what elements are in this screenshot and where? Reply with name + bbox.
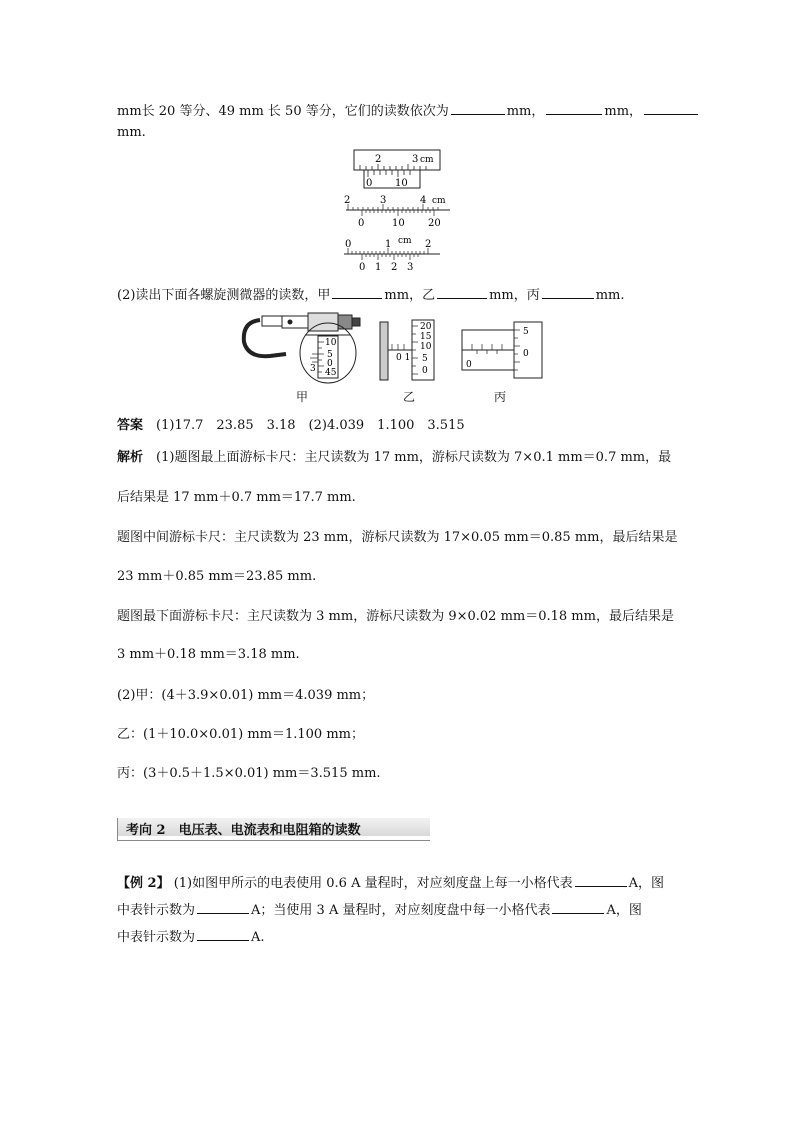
vernier-caliper-figure [340,146,460,276]
svg-text:0 1: 0 1 [396,353,411,363]
analysis-line-2: 后结果是 17 mm＋0.7 mm＝17.7 mm. [117,490,356,505]
analysis-line-6: 3 mm＋0.18 mm＝3.18 mm. [117,647,300,662]
analysis-line-7: (2)甲：(4＋3.9×0.01) mm＝4.039 mm； [117,688,375,703]
example-2-line-3: 中表针示数为 A. [117,930,265,945]
caliper-middle [344,195,450,229]
tick-label: 10 [392,218,405,229]
tick-label: 10 [395,178,408,189]
tick-label: 0 [345,239,352,250]
answer-blank[interactable] [644,113,698,115]
svg-text:0: 0 [422,366,428,376]
answer-line: 答案 (1)17.7 23.85 3.18 (2)4.039 1.100 3.515 [117,418,465,433]
tick-label: 3 [407,262,414,273]
svg-text:5: 5 [327,350,333,360]
analysis-line-9: 丙：(3＋0.5＋1.5×0.01) mm＝3.515 mm. [117,766,381,781]
figure-label-jia: 甲 [296,390,309,404]
answer-blank[interactable] [197,912,249,914]
tick-label: 3 [412,154,419,165]
tick-label: 0 [358,218,365,229]
svg-text:3: 3 [310,364,316,374]
svg-text:45: 45 [325,368,337,378]
answer-blank[interactable] [197,939,249,941]
micrometer-jia [244,313,360,383]
svg-text:10: 10 [325,338,337,348]
answer-blank[interactable] [575,885,627,887]
section-header [117,818,430,841]
tick-label: 1 [385,239,392,250]
answer-blank[interactable] [332,297,382,299]
question-2-line: (2)读出下面各螺旋测微器的读数，甲 mm，乙 mm，丙 mm. [117,288,625,303]
unit-label: cm [398,236,412,246]
analysis-line-1: 解析 (1)题图最上面游标卡尺：主尺读数为 17 mm，游标尺读数为 7×0.1 mm＝0.7 mm，最 [117,450,672,465]
unit-label: cm [432,196,446,206]
tick-label: 3 [380,195,387,206]
figure-label-yi: 乙 [403,390,416,404]
answer-blank[interactable] [546,113,602,115]
svg-text:0: 0 [466,360,472,370]
tick-label: 0 [359,262,366,273]
svg-text:0: 0 [523,349,529,359]
tick-label: 20 [428,218,441,229]
analysis-line-3: 题图中间游标卡尺：主尺读数为 23 mm，游标尺读数为 17×0.05 mm＝0.85 mm，最后结果是 [117,530,678,545]
tick-label: 2 [375,154,382,165]
svg-text:15: 15 [420,332,432,342]
svg-text:0: 0 [327,359,333,369]
answer-blank[interactable] [552,912,604,914]
example-2-line-1: 【例 2】 (1)如图甲所示的电表使用 0.6 A 量程时，对应刻度盘上每一小格代表 A，图 [117,876,664,891]
micrometer-yi [380,320,434,380]
unit-label: cm [420,155,434,165]
intro-line-2: mm. [117,125,146,140]
figure-label-bing: 丙 [494,390,507,404]
answer-blank[interactable] [437,297,487,299]
analysis-line-4: 23 mm＋0.85 mm＝23.85 mm. [117,569,317,584]
caliper-top [354,150,440,189]
micrometer-figure [240,308,560,386]
svg-text:5: 5 [523,327,529,337]
micrometer-bing [462,322,542,378]
analysis-line-8: 乙：(1＋10.0×0.01) mm＝1.100 mm； [117,727,364,742]
intro-line-1: mm长 20 等分、49 mm 长 50 等分，它们的读数依次为 mm， mm， [117,100,700,119]
answer-blank[interactable] [542,297,594,299]
svg-text:5: 5 [422,354,428,364]
caliper-bottom [344,236,440,273]
tick-label: 2 [425,239,432,250]
tick-label: 0 [366,178,373,189]
tick-label: 2 [391,262,398,273]
example-2-line-2: 中表针示数为 A；当使用 3 A 量程时，对应刻度盘中每一小格代表 A，图 [117,903,642,918]
svg-text:20: 20 [420,322,432,332]
analysis-line-5: 题图最下面游标卡尺：主尺读数为 3 mm，游标尺读数为 9×0.02 mm＝0.18 mm，最后结果是 [117,609,674,624]
tick-label: 2 [344,195,351,206]
tick-label: 4 [420,195,427,206]
tick-label: 1 [375,262,382,273]
section-title: 考向 2 电压表、电流表和电阻箱的读数 [126,823,361,838]
answer-blank[interactable] [451,113,505,115]
svg-text:10: 10 [420,342,432,352]
